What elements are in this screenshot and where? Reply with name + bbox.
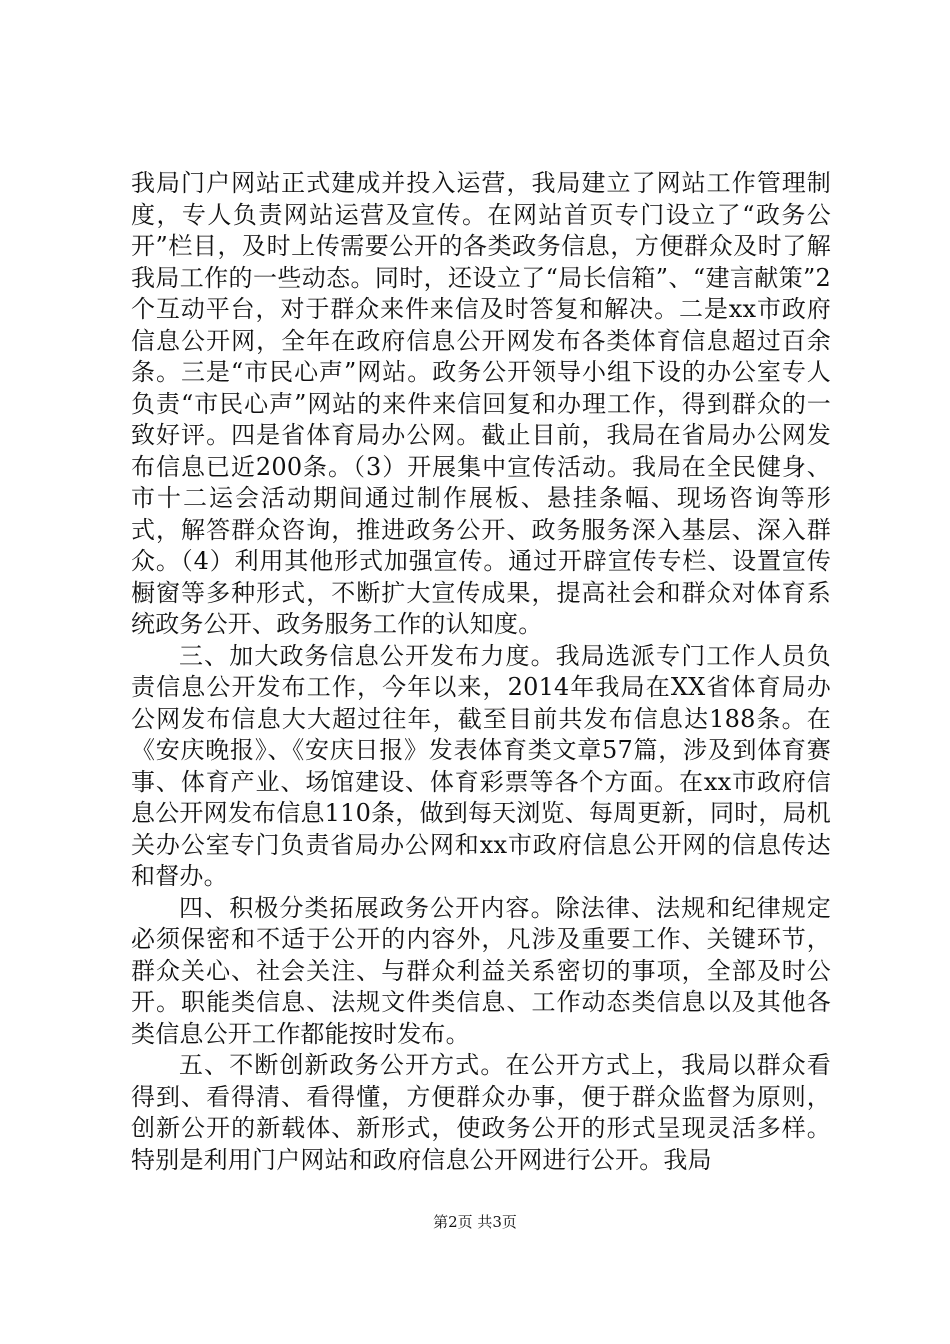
document-body — [131, 168, 831, 1176]
paragraph-2: 三、加大政务信息公开发布力度。我局选派专门工作人员负责信息公开发布工作，今年以来，2014年我局在XX省体育局办公网发布信息大大超过往年，截至目前共发布信息达188条。在《安庆晚报》、《安庆日报》发表体育类文章57篇，涉及到体育赛事、体育产业、场馆建设、体育彩票等各个方面。在xx市政府信息公开网发布信息110条，做到每天浏览、每周更新，同时，局机关办公室专门负责省局办公网和xx市政府信息公开网的信息传达和督办。 — [131, 641, 831, 890]
page-number-footer: 第2页 共3页 — [433, 1213, 517, 1231]
paragraph-3: 四、积极分类拓展政务公开内容。除法律、法规和纪律规定必须保密和不适于公开的内容外，凡涉及重要工作、关键环节，群众关心、社会关注、与群众利益关系密切的事项，全部及时公开。职能类信息、法规文件类信息、工作动态类信息以及其他各类信息公开工作都能按时发布。 — [131, 893, 831, 1048]
paragraph-4: 五、不断创新政务公开方式。在公开方式上，我局以群众看得到、看得清、看得懂，方便群众办事，便于群众监督为原则，创新公开的新载体、新形式，使政务公开的形式呈现灵活多样。特别是利用门户网站和政府信息公开网进行公开。我局 — [131, 1051, 831, 1174]
paragraph-1: 我局门户网站正式建成并投入运营，我局建立了网站工作管理制度，专人负责网站运营及宣传。在网站首页专门设立了“政务公开”栏目，及时上传需要公开的各类政务信息，方便群众及时了解我局工作的一些动态。同时，还设立了“局长信箱”、“建言献策”2个互动平台，对于群众来件来信及时答复和解决。二是xx市政府信息公开网，全年在政府信息公开网发布各类体育信息超过百余条。三是“市民心声”网站。政务公开领导小组下设的办公室专人负责“市民心声”网站的来件来信回复和办理工作，得到群众的一致好评。四是省体育局办公网。截止目前，我局在省局办公网发布信息已近200条。（3）开展集中宣传活动。我局在全民健身、市十二运会活动期间通过制作展板、悬挂条幅、现场咨询等形式，解答群众咨询，推进政务公开、政务服务深入基层、深入群众。（4）利用其他形式加强宣传。通过开辟宣传专栏、设置宣传橱窗等多种形式，不断扩大宣传成果，提高社会和群众对体育系统政务公开、政务服务工作的认知度。 — [131, 169, 831, 638]
